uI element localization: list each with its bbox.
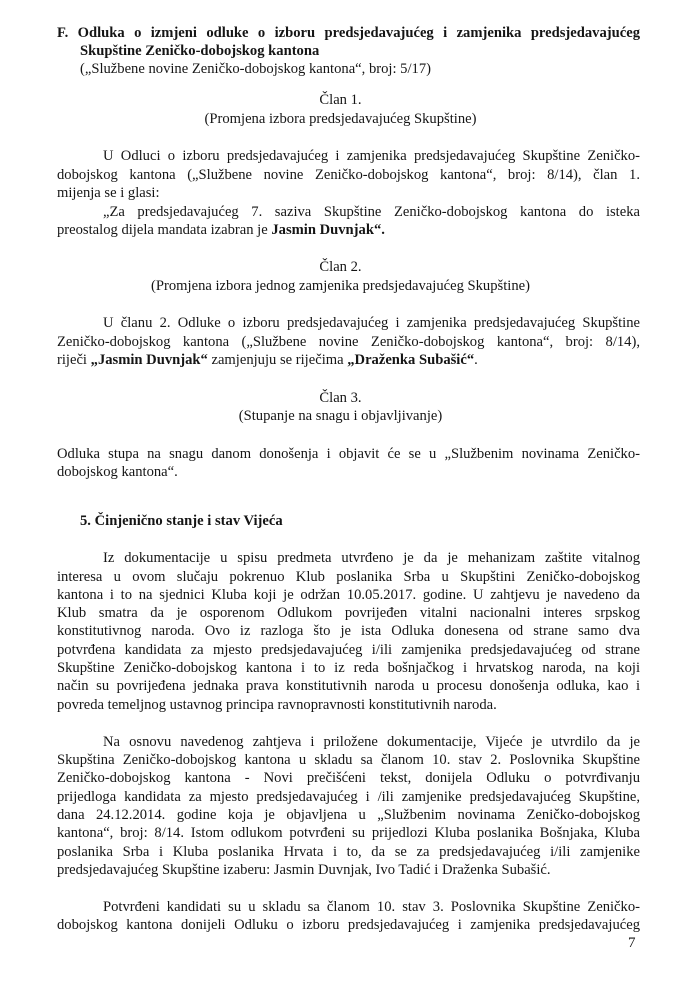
- section-5-heading: 5. Činjenično stanje i stav Vijeća: [80, 513, 283, 529]
- paragraph-line: Skupštine Zeničko-dobojskog kantona i to iz reda bošnjačkog i hrvatskog naroda, na koji: [57, 660, 640, 676]
- article-1-text-last-line: [57, 221, 385, 239]
- paragraph-line: kantona“, broj: 8/14. Istom odlukom potvrđeni su prijedlozi Kluba poslanika Bošnjaka, Kluba: [57, 825, 640, 841]
- article-1-subtitle: (Promjena izbora predsjedavajućeg Skupštine): [204, 111, 477, 127]
- article-1-title: Član 1.: [319, 92, 362, 108]
- decision-citation: („Službene novine Zeničko-dobojskog kantona“, broj: 5/17): [80, 61, 431, 77]
- paragraph-line: Klub smatra da je osporenom Odlukom povrijeđen vitalni nacionalni interes srpskog: [57, 605, 640, 621]
- article-1-text-line: dobojskog kantona („Službene novine Zeničko-dobojskog kantona“, broj: 8/14), član 1.: [57, 167, 640, 183]
- article-3-subtitle: (Stupanje na snagu i objavljivanje): [238, 408, 443, 424]
- paragraph-line: predsjedavajućeg Skupštine izaberu: Jasmin Duvnjak, Ivo Tadić i Draženka Subašić.: [57, 862, 551, 878]
- paragraph-line: način su povrijeđena jednaka prava konstitutivnih naroda u procesu donošenja odluka, kao i: [57, 678, 640, 694]
- paragraph-line: potvrđena kandidata za mjesto predsjedavajućeg i/ili zamjenika predsjedavajućeg od strane: [57, 642, 640, 658]
- article-2-text-last-line: [57, 351, 478, 369]
- paragraph-line: kantona i to na sjednici Kluba koji je održan 10.05.2017. godine. U zahtjevu je navedeno da: [57, 587, 640, 603]
- decision-heading-line-1: F. Odluka o izmjeni odluke o izboru predsjedavajućeg i zamjenika predsjedavajućeg: [57, 25, 640, 41]
- paragraph-line: Zeničko-dobojskog kantona - Novi prečišćeni tekst, donijela Odluku o potvrđivanju: [57, 770, 640, 786]
- article-2-subtitle: (Promjena izbora jednog zamjenika predsjedavajućeg Skupštine): [151, 278, 530, 294]
- article-2-text-line: U članu 2. Odluke o izboru predsjedavajućeg i zamjenika predsjedavajućeg Skupštine: [103, 315, 640, 331]
- article-1-text-line: „Za predsjedavajućeg 7. saziva Skupštine Zeničko-dobojskog kantona do isteka: [103, 204, 640, 220]
- article-2-title: Član 2.: [319, 259, 362, 275]
- paragraph-line: poslanika Srba i Kluba poslanika Hrvata i to, da se za predsjedavajućeg i/ili zamjenike: [57, 844, 640, 860]
- paragraph-line: konstitutivnog naroda. Ovo iz razloga što je ista Odluka donesena od strane samo dva: [57, 623, 640, 639]
- article-2-text: .: [474, 352, 478, 368]
- paragraph-line: dobojskog kantona donijeli Odluku o izboru predsjedavajućeg i zamjenika predsjedavajućeg: [57, 917, 640, 933]
- decision-heading-line-2: Skupštine Zeničko-dobojskog kantona: [80, 43, 320, 59]
- page-number: 7: [628, 935, 636, 951]
- article-2-text-line: Zeničko-dobojskog kantona („Službene novine Zeničko-dobojskog kantona“, broj: 8/14),: [57, 334, 640, 350]
- article-1-text: preostalog dijela mandata izabran je: [57, 222, 272, 238]
- elected-name: Jasmin Duvnjak“.: [271, 222, 385, 238]
- article-2-text: riječi: [57, 352, 91, 368]
- article-3-text-line: Odluka stupa na snagu danom donošenja i objavit će se u „Službenim novinama Zeničko-: [57, 446, 640, 462]
- article-3-text-line: dobojskog kantona“.: [57, 464, 178, 480]
- article-3-title: Član 3.: [319, 390, 362, 406]
- paragraph-line: Iz dokumentacije u spisu predmeta utvrđeno je da je mehanizam zaštite vitalnog: [103, 550, 640, 566]
- paragraph-line: Na osnovu navedenog zahtjeva i priložene dokumentacije, Vijeće je utvrdilo da je: [103, 734, 640, 750]
- paragraph-line: prijedloga kandidata za mjesto predsjedavajućeg i /ili zamjenike predsjedavajućeg Skupštine,: [57, 789, 640, 805]
- replaced-name: „Jasmin Duvnjak“: [90, 352, 208, 368]
- paragraph-line: Skupština Zeničko-dobojskog kantona u skladu sa članom 10. stav 2. Poslovnika Skupštine: [57, 752, 640, 768]
- article-2-text: zamjenjuju se riječima: [207, 352, 348, 368]
- paragraph-line: dana 24.12.2014. godine koja je objavljena u „Službenim novinama Zeničko-dobojskog: [57, 807, 640, 823]
- article-1-text-line: mijenja se i glasi:: [57, 185, 160, 201]
- paragraph-line: povreda temeljnog ustavnog principa ravnopravnosti konstitutivnih naroda.: [57, 697, 497, 713]
- paragraph-line: interesa u ovom slučaju pokrenuo Klub poslanika Srba u Skupštini Zeničko-dobojskog: [57, 569, 640, 585]
- paragraph-line: Potvrđeni kandidati su u skladu sa članom 10. stav 3. Poslovnika Skupštine Zeničko-: [103, 899, 640, 915]
- new-name: „Draženka Subašić“: [347, 352, 475, 368]
- article-1-text-line: U Odluci o izboru predsjedavajućeg i zamjenika predsjedavajućeg Skupštine Zeničko-: [103, 148, 640, 164]
